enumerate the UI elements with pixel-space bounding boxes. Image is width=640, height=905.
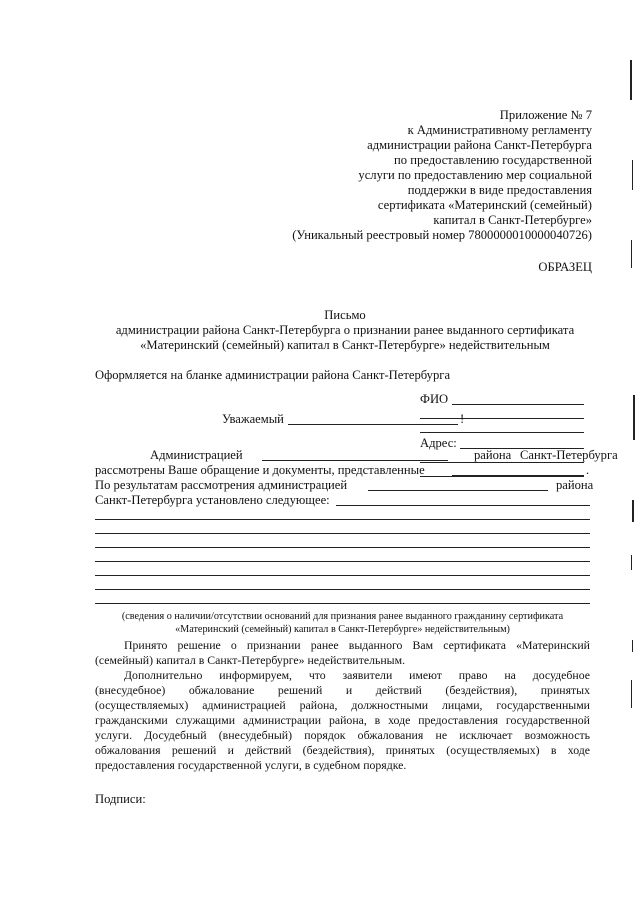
submission-date-line [452,475,584,476]
findings-line [95,519,590,520]
findings-line [95,575,590,576]
decision-text: (семейный) капитал в Санкт-Петербурге» недействительным. [95,653,406,667]
decision-text: Принято решение о признании ранее выданного Вам сертификата «Материнский [124,638,590,652]
scan-mark [630,60,632,100]
info-text: услуги. Досудебный (внесудебный) порядок обжалования не исключает возможность [95,728,590,742]
letter-subtitle-line: администрации района Санкт-Петербурга о признании ранее выданного сертификата [115,323,575,337]
greeting-suffix: ! [460,412,465,426]
header-line: услуги по предоставлению мер социальной [358,168,592,182]
fio-label: ФИО [420,392,449,406]
administration-name-line [368,490,548,491]
fio-field-line [452,404,584,405]
body-text: . [586,463,590,477]
info-text: (внесудебное) обжалование решений и действий (бездействия), принятых [95,683,590,697]
greeting-name-line [288,424,458,425]
findings-line [95,533,590,534]
scan-mark [632,160,633,190]
registry-number: (Уникальный реестровый номер 7800000010000040726) [292,228,592,242]
body-text: района [474,448,512,462]
fio-field-line [420,432,584,433]
info-text: (осуществляемых) администрацией района, должностными лицами, государственными [95,698,590,712]
scan-mark [631,680,632,708]
administration-name-line [262,460,448,461]
findings-line [336,505,590,506]
sample-mark: ОБРАЗЕЦ [538,260,592,274]
body-text: По результатам рассмотрения администрацией [95,478,348,492]
header-line: администрации района Санкт-Петербурга [367,138,592,152]
body-text: Администрацией [150,448,243,462]
findings-line [95,561,590,562]
header-line: по предоставлению государственной [394,153,592,167]
header-line: сертификата «Материнский (семейный) [377,198,592,212]
fio-field-line [420,418,584,419]
info-text: Дополнительно информируем, что заявители имеют право на досудебное [124,668,590,682]
header-line: поддержки в виде предоставления [407,183,592,197]
scan-mark [631,240,632,268]
findings-line [95,603,590,604]
info-text: гражданскими служащими администрации района, в ходе предоставления государственной [95,713,590,727]
header-line: к Административному регламенту [407,123,592,137]
body-text: рассмотрены Ваше обращение и документы, представленные [95,463,425,477]
form-note: Оформляется на бланке администрации района Санкт-Петербурга [95,368,451,382]
address-field-line [420,462,584,463]
body-text: Санкт-Петербурга [520,448,618,462]
address-field-line [420,476,584,477]
scan-mark [631,555,632,570]
info-text: обжалования решений и действий (бездействия), принятых (осуществляемых) в ходе [95,743,590,757]
letter-title: Письмо [324,308,366,322]
scan-mark [632,640,633,652]
footnote-line: (сведения о наличии/отсутствии оснований для признания ранее выданного гражданину сертификата [121,611,564,622]
body-text: района [556,478,594,492]
letter-subtitle-line: «Материнский (семейный) капитал в Санкт-Петербурге» недействительным [140,338,550,352]
findings-line [95,547,590,548]
info-text: предоставления государственной услуги, в судебном порядке. [95,758,407,772]
findings-line [95,589,590,590]
body-text: Санкт-Петербурга установлено следующее: [95,493,330,507]
greeting-prefix: Уважаемый [222,412,284,426]
appendix-number: Приложение № 7 [499,108,592,122]
header-line: капитал в Санкт-Петербурге» [433,213,592,227]
address-label: Адрес: [420,436,457,450]
scan-mark [633,395,635,440]
signatures-label: Подписи: [95,792,146,806]
footnote-line: «Материнский (семейный) капитал в Санкт-Петербурге» недействительным) [175,624,510,635]
scan-mark [632,500,634,522]
